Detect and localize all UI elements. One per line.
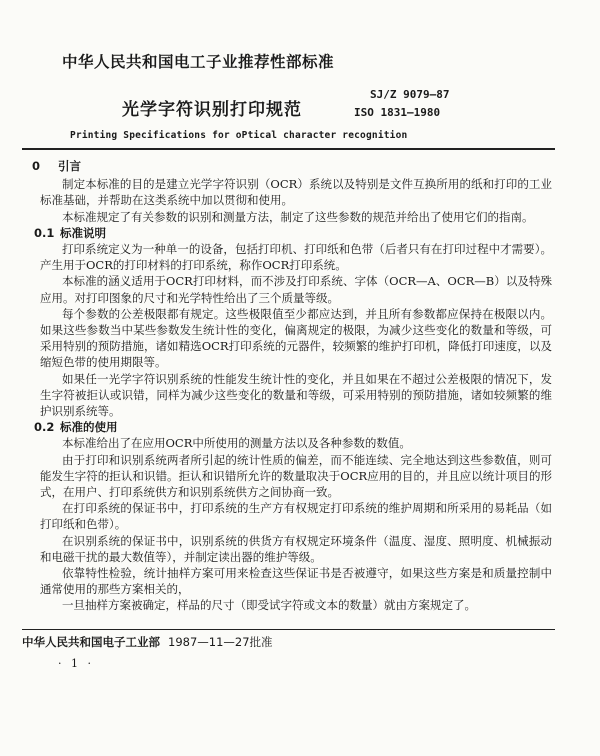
body-content — [32, 158, 552, 614]
paragraph: 一旦抽样方案被确定，样品的尺寸（即受试字符或文本的数量）就由方案规定了。 — [62, 598, 476, 613]
english-title: Printing Specifications for oPtical character recognition — [70, 130, 408, 141]
section-title: 标准说明 — [60, 225, 106, 240]
section-number: 0 — [32, 159, 41, 173]
paragraph: 打印系统定义为一种单一的设备，包括打印机、打印纸和色带（后者只有在打印过程中才需要）。产生用于OCR的打印材料的打印系统，称作OCR打印系统。 — [40, 242, 552, 273]
approval-date: 1987—11—27批准 — [168, 635, 273, 649]
paragraph: 在打印系统的保证书中，打印系统的生产方有权规定打印系统的维护周期和所采用的易耗品（如打印纸和色带）。 — [40, 501, 552, 532]
footer-divider — [22, 629, 555, 630]
paragraph: 本标准规定了有关参数的识别和测量方法，制定了这些参数的规范并给出了使用它们的指南。 — [62, 209, 534, 224]
section-heading-0 — [32, 158, 552, 174]
section-number: 0.2 — [34, 420, 55, 435]
approval-line — [22, 634, 273, 650]
paragraph: 由于打印和识别系统两者所引起的统计性质的偏差，而不能连续、完全地达到这些参数值，则可能发生字符的拒认和识错。拒认和识错所允许的数量取决于OCR应用的目的，并且应以统计项目的形式，在用户、打印系统供方和识别系统供方之间协商一致。 — [40, 452, 552, 500]
publisher-line: 中华人民共和国电工子业推荐性部标准 — [62, 53, 335, 71]
paragraph: 如果任一光学字符识别系统的性能发生统计性的变化，并且如果在不超过公差极限的情况下，发生字符被拒认或识错，同样为减少这些变化的数量和等级，可采用特别的预防措施，诸如较频繁的维护识别系统等。 — [40, 371, 552, 419]
document-title: 光学字符识别打印规范 — [122, 100, 302, 120]
paragraph: 每个参数的公差极限都有规定。这些极限值至少都应达到，并且所有参数都应保持在极限以内。如果这些参数当中某些参数发生统计性的变化，偏离规定的极限，为减少这些变化的数量和等级，可采用特别的预防措施，诸如精选OCR打印系统的元器件，较频繁的维护打印机，降低打印速度，以及缩短色带的使用期限等。 — [40, 306, 552, 370]
approval-org: 中华人民共和国电子工业部 — [22, 635, 160, 649]
paragraph: 在识别系统的保证书中，识别系统的供货方有权规定环境条件（温度、湿度、照明度、机械振动和电磁干扰的最大数值等），并制定读出器的维护等级。 — [40, 533, 552, 564]
iso-reference: ISO 1831—1980 — [354, 106, 441, 119]
section-title: 标准的使用 — [60, 420, 118, 435]
section-number: 0.1 — [34, 225, 55, 240]
paragraph: 依靠特性检验，统计抽样方案可用来检查这些保证书是否被遵守，如果这些方案是和质量控制中通常使用的那些方案相关的， — [40, 566, 552, 597]
section-heading-0-1 — [34, 225, 552, 241]
section-heading-0-2 — [34, 419, 552, 435]
paragraph: 本标准的涵义适用于OCR打印材料，而不涉及打印系统、字体（OCR—A、OCR—B）以及特殊应用。对打印图象的尺寸和光学特性给出了三个质量等级。 — [40, 274, 552, 305]
page-number: · 1 · — [58, 657, 94, 670]
paragraph: 本标准给出了在应用OCR中所使用的测量方法以及各种参数的数值。 — [62, 436, 411, 451]
section-title: 引言 — [58, 159, 81, 173]
standard-number: SJ/Z 9079—87 — [370, 88, 450, 101]
header-divider — [22, 148, 555, 150]
paragraph: 制定本标准的目的是建立光学字符识别（OCR）系统以及特别是文件互换所用的纸和打印的工业标准基础，并帮助在这类系统中加以贯彻和使用。 — [40, 177, 552, 208]
